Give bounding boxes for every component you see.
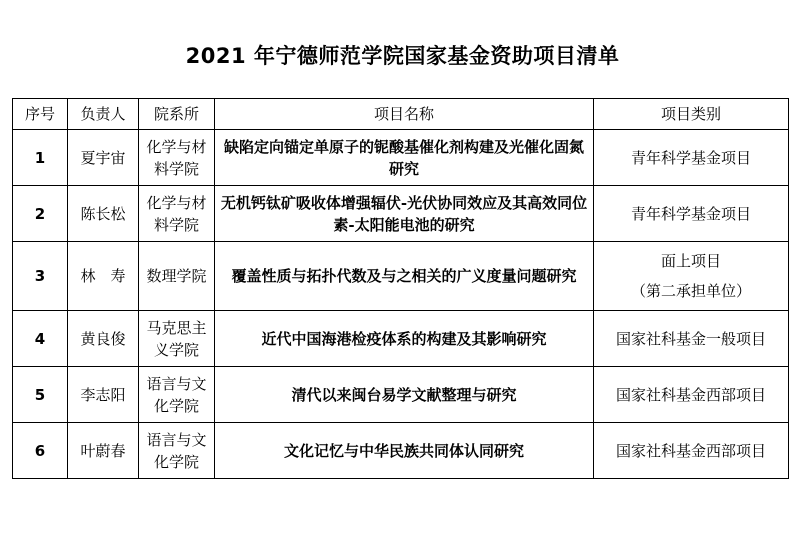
project-type xyxy=(594,367,789,423)
project-leader: 林 寿 xyxy=(68,242,139,311)
table-header-row xyxy=(13,99,789,130)
header-lead: 负责人 xyxy=(68,99,139,130)
table-row xyxy=(13,367,789,423)
project-leader: 李志阳 xyxy=(68,367,139,423)
project-type-label: 国家社科基金西部项目 xyxy=(615,441,766,460)
project-type xyxy=(594,311,789,367)
project-leader: 叶蔚春 xyxy=(68,423,139,479)
department: 马克思主义学院 xyxy=(139,311,215,367)
project-type-label: 面上项目 xyxy=(660,252,721,270)
project-leader: 夏宇宙 xyxy=(68,130,139,186)
table-row xyxy=(13,423,789,479)
project-name: 缺陷定向锚定单原子的铌酸基催化剂构建及光催化固氮研究 xyxy=(215,130,594,186)
page-title: 2021 年宁德师范学院国家基金资助项目清单 xyxy=(185,44,620,68)
row-number: 1 xyxy=(13,130,68,186)
project-type-note: （第二承担单位） xyxy=(630,282,751,300)
row-number: 4 xyxy=(13,311,68,367)
funding-project-table xyxy=(12,98,789,479)
header-project-type: 项目类别 xyxy=(594,99,789,130)
row-number: 6 xyxy=(13,423,68,479)
row-number: 3 xyxy=(13,242,68,311)
department: 数理学院 xyxy=(139,242,215,311)
project-type-label: 青年科学基金项目 xyxy=(630,148,751,167)
project-name: 无机钙钛矿吸收体增强辐伏-光伏协同效应及其高效同位素-太阳能电池的研究 xyxy=(215,186,594,242)
project-type xyxy=(594,242,789,311)
table-row xyxy=(13,186,789,242)
project-type xyxy=(594,423,789,479)
project-leader: 陈长松 xyxy=(68,186,139,242)
table-row xyxy=(13,130,789,186)
department: 化学与材料学院 xyxy=(139,130,215,186)
project-type-label: 国家社科基金西部项目 xyxy=(615,385,766,404)
department: 化学与材料学院 xyxy=(139,186,215,242)
table-row xyxy=(13,242,789,311)
project-type-label: 国家社科基金一般项目 xyxy=(615,329,766,348)
header-project-name: 项目名称 xyxy=(215,99,594,130)
project-leader: 黄良俊 xyxy=(68,311,139,367)
header-no: 序号 xyxy=(13,99,68,130)
project-name: 覆盖性质与拓扑代数及与之相关的广义度量问题研究 xyxy=(215,242,594,311)
department: 语言与文化学院 xyxy=(139,367,215,423)
project-type-label: 青年科学基金项目 xyxy=(630,204,751,223)
project-name: 清代以来闽台易学文献整理与研究 xyxy=(215,367,594,423)
table-row xyxy=(13,311,789,367)
project-name: 近代中国海港检疫体系的构建及其影响研究 xyxy=(215,311,594,367)
project-type xyxy=(594,130,789,186)
row-number: 2 xyxy=(13,186,68,242)
project-type xyxy=(594,186,789,242)
row-number: 5 xyxy=(13,367,68,423)
header-dept: 院系所 xyxy=(139,99,215,130)
project-name: 文化记忆与中华民族共同体认同研究 xyxy=(215,423,594,479)
department: 语言与文化学院 xyxy=(139,423,215,479)
